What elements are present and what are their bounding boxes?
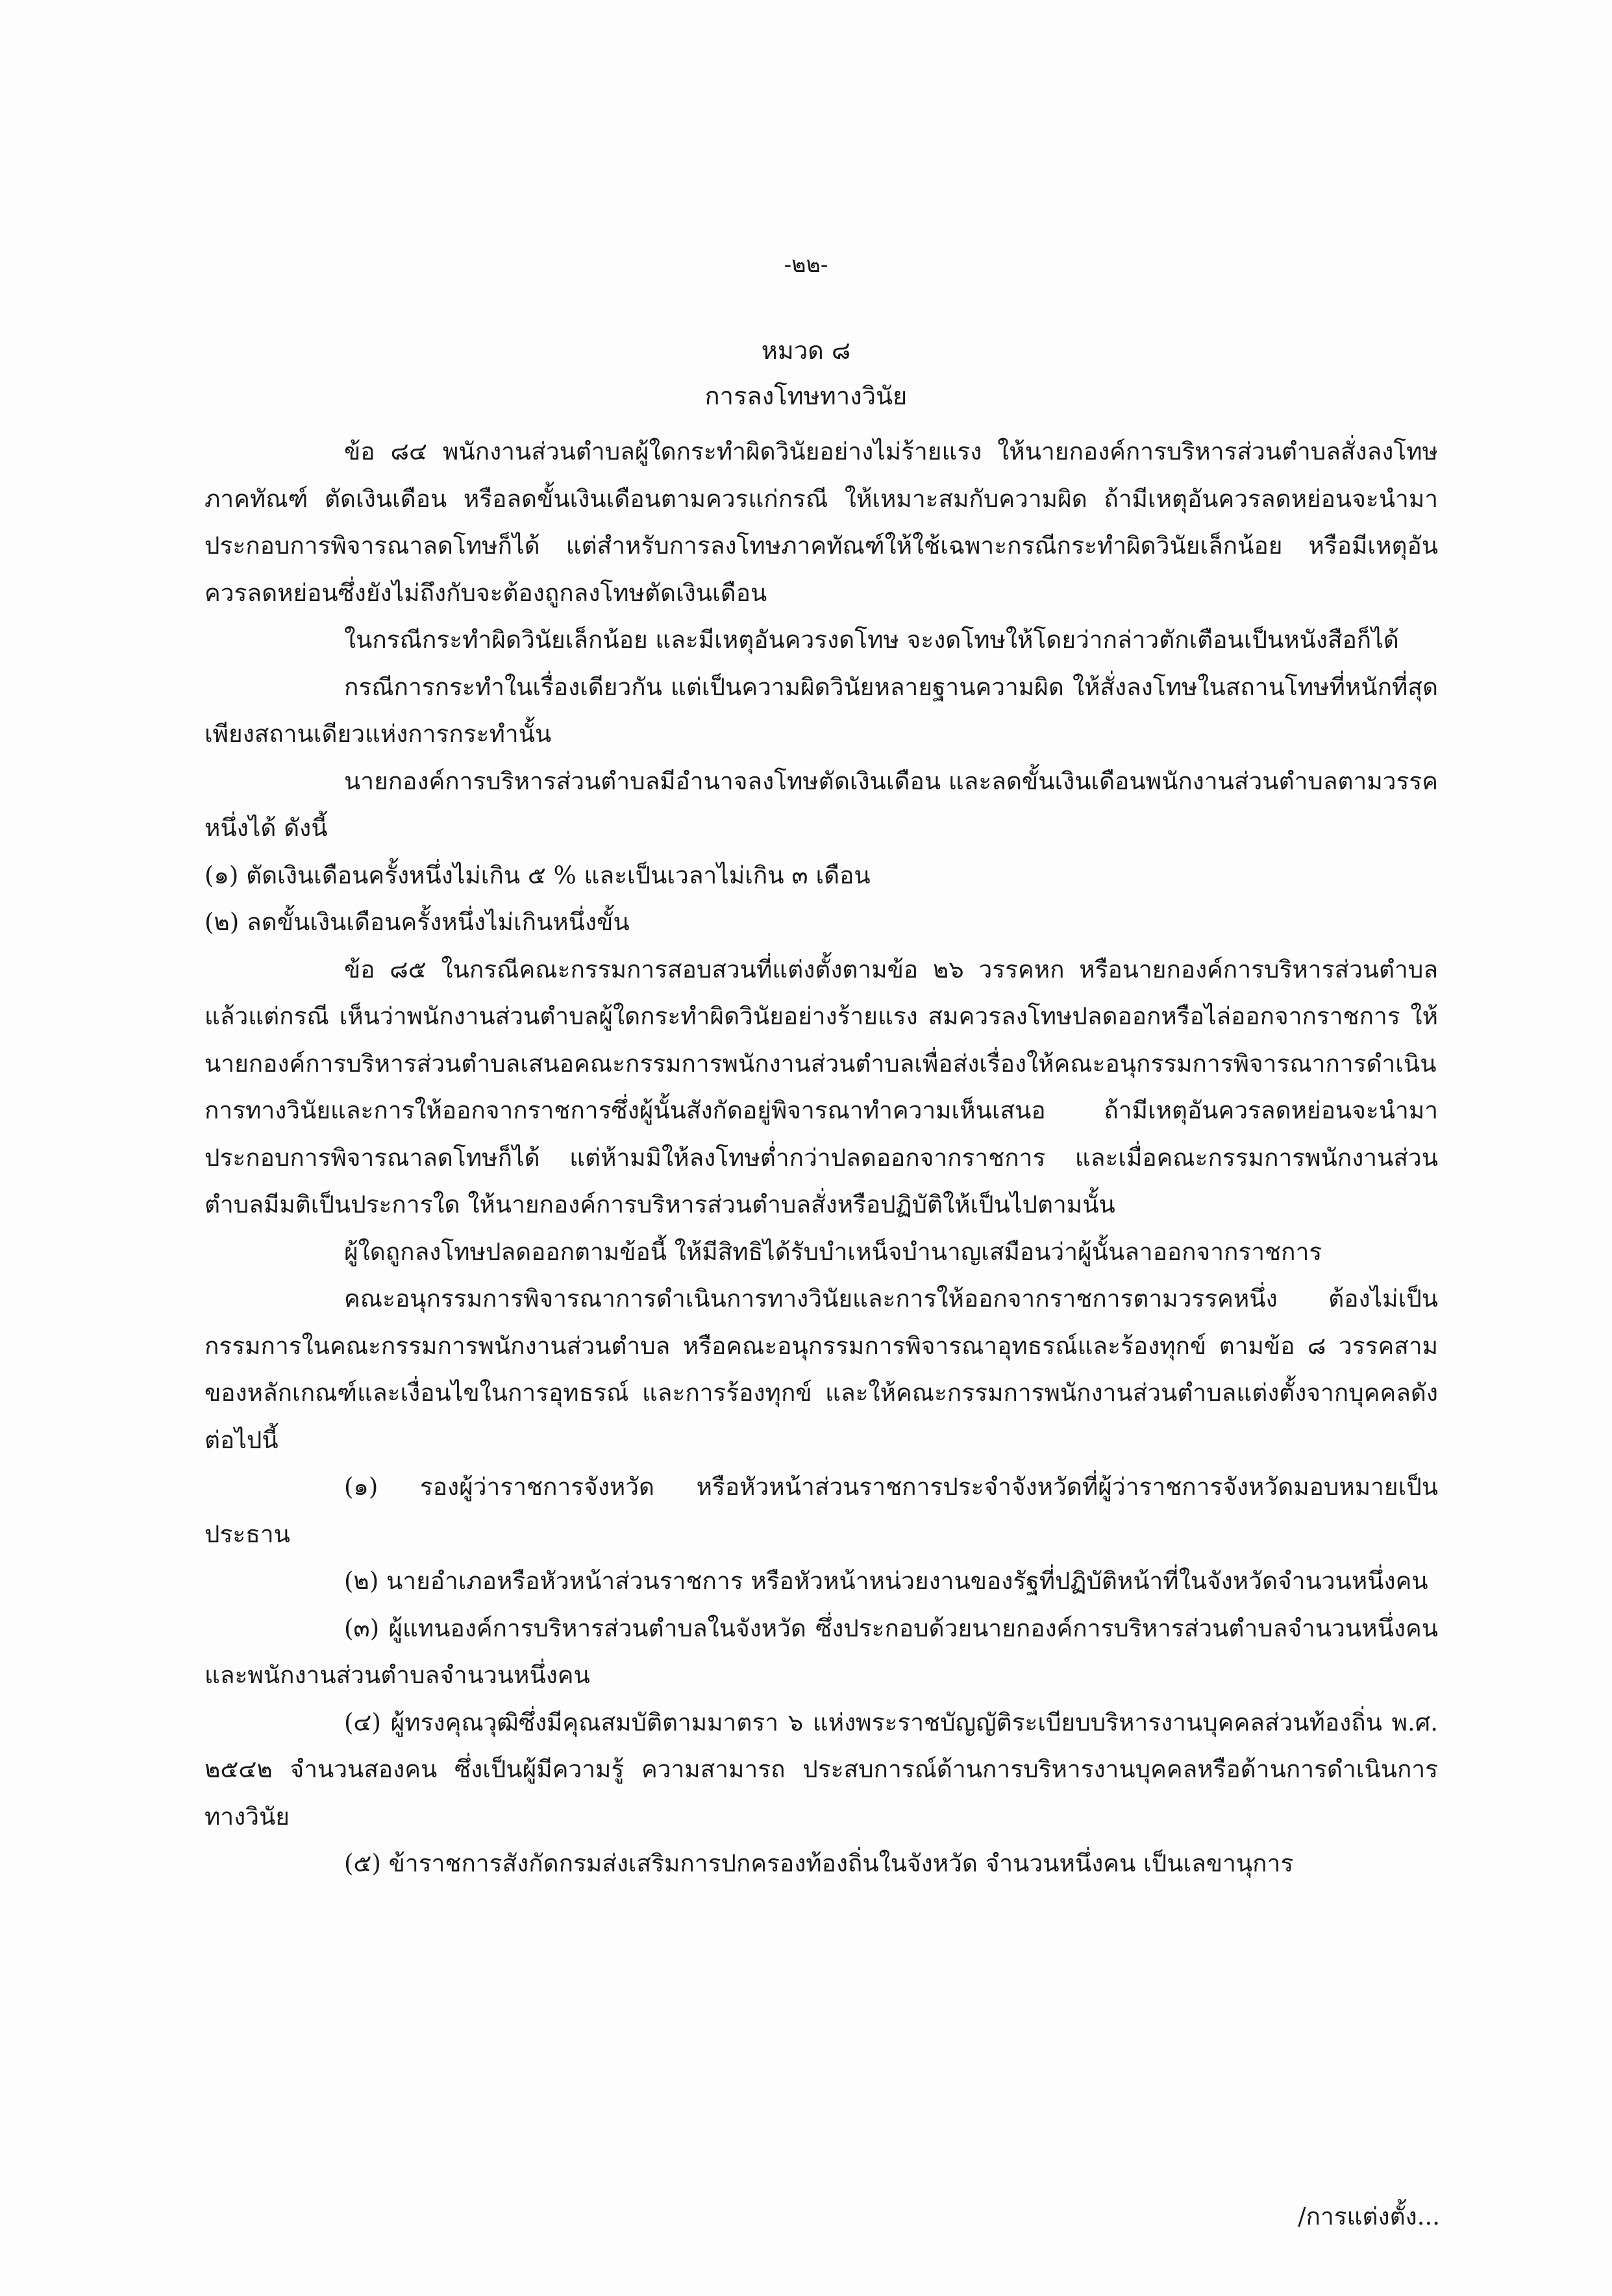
list-item: (๒) ลดขั้นเงินเดือนครั้งหนึ่งไม่เกินหนึ่งขั้น: [205, 908, 630, 936]
paragraph: นายกองค์การบริหารส่วนตำบลมีอำนาจลงโทษตัดเงินเดือน และลดขั้นเงินเดือนพนักงานส่วนตำบลตามวรรคหนึ่งได้ ดังนี้: [205, 767, 1438, 842]
list-item: (๕) ข้าราชการสังกัดกรมส่งเสริมการปกครองท้องถิ่นในจังหวัด จำนวนหนึ่งคน เป็นเลขานุการ: [344, 1849, 1294, 1877]
chapter-number: หมวด ๘: [761, 336, 851, 365]
continuation-marker: /การแต่งตั้ง...: [1298, 2203, 1440, 2230]
list-item: (๑) ตัดเงินเดือนครั้งหนึ่งไม่เกิน ๕ % และเป็นเวลาไม่เกิน ๓ เดือน: [205, 861, 871, 889]
paragraph: ผู้ใดถูกลงโทษปลดออกตามข้อนี้ ให้มีสิทธิได้รับบำเหน็จบำนาญเสมือนว่าผู้นั้นลาออกจากราชการ: [344, 1237, 1322, 1266]
paragraph: ข้อ ๘๔ พนักงานส่วนตำบลผู้ใดกระทำผิดวินัยอย่างไม่ร้ายแรง ให้นายกองค์การบริหารส่วนตำบลสั่งลงโทษภาคทัณฑ์ ตัดเงินเดือน หรือลดขั้นเงินเดือนตามควรแก่กรณี ให้เหมาะสมกับความผิด ถ้ามีเหตุอันควรลดหย่อนจะนำมาประกอบการพิจารณาลดโทษก็ได้ แต่สำหรับการลงโทษภาคทัณฑ์ให้ใช้เฉพาะกรณีกระทำผิดวินัยเล็กน้อย หรือมีเหตุอันควรลดหย่อนซึ่งยังไม่ถึงกับจะต้องถูกลงโทษตัดเงินเดือน: [205, 438, 1438, 607]
chapter-title: การลงโทษทางวินัย: [704, 382, 908, 410]
paragraph: ข้อ ๘๕ ในกรณีคณะกรรมการสอบสวนที่แต่งตั้งตามข้อ ๒๖ วรรคหก หรือนายกองค์การบริหารส่วนตำบลแล้วแต่กรณี เห็นว่าพนักงานส่วนตำบลผู้ใดกระทำผิดวินัยอย่างร้ายแรง สมควรลงโทษปลดออกหรือไล่ออกจากราชการ ให้นายกองค์การบริหารส่วนตำบลเสนอคณะกรรมการพนักงานส่วนตำบลเพื่อส่งเรื่องให้คณะอนุกรรมการพิจารณาการดำเนินการทางวินัยและการให้ออกจากราชการซึ่งผู้นั้นสังกัดอยู่พิจารณาทำความเห็นเสนอ ถ้ามีเหตุอันควรลดหย่อนจะนำมาประกอบการพิจารณาลดโทษก็ได้ แต่ห้ามมิให้ลงโทษต่ำกว่าปลดออกจากราชการ และเมื่อคณะกรรมการพนักงานส่วนตำบลมีมติเป็นประการใด ให้นายกองค์การบริหารส่วนตำบลสั่งหรือปฏิบัติให้เป็นไปตามนั้น: [205, 955, 1438, 1218]
chapter-heading: [0, 328, 1612, 419]
paragraph: คณะอนุกรรมการพิจารณาการดำเนินการทางวินัยและการให้ออกจากราชการตามวรรคหนึ่ง ต้องไม่เป็นกรรมการในคณะกรรมการพนักงานส่วนตำบล หรือคณะอนุกรรมการพิจารณาอุทธรณ์และร้องทุกข์ ตามข้อ ๘ วรรคสาม ของหลักเกณฑ์และเงื่อนไขในการอุทธรณ์ และการร้องทุกข์ และให้คณะกรรมการพนักงานส่วนตำบลแต่งตั้งจากบุคคลดังต่อไปนี้: [205, 1285, 1438, 1454]
list-item: (๓) ผู้แทนองค์การบริหารส่วนตำบลในจังหวัด ซึ่งประกอบด้วยนายกองค์การบริหารส่วนตำบลจำนวนหนึ่งคน และพนักงานส่วนตำบลจำนวนหนึ่งคน: [205, 1614, 1438, 1689]
paragraph: ในกรณีกระทำผิดวินัยเล็กน้อย และมีเหตุอันควรงดโทษ จะงดโทษให้โดยว่ากล่าวตักเตือนเป็นหนังสือก็ได้: [344, 626, 1399, 654]
paragraph: กรณีการกระทำในเรื่องเดียวกัน แต่เป็นความผิดวินัยหลายฐานความผิด ให้สั่งลงโทษในสถานโทษที่หนักที่สุดเพียงสถานเดียวแห่งการกระทำนั้น: [205, 673, 1438, 748]
list-item: (๒) นายอำเภอหรือหัวหน้าส่วนราชการ หรือหัวหน้าหน่วยงานของรัฐที่ปฏิบัติหน้าที่ในจังหวัดจำนวนหนึ่งคน: [344, 1567, 1428, 1595]
document-body: [205, 428, 1438, 1888]
page-number: -๒๒-: [784, 252, 828, 278]
list-item: (๑) รองผู้ว่าราชการจังหวัด หรือหัวหน้าส่วนราชการประจำจังหวัดที่ผู้ว่าราชการจังหวัดมอบหมายเป็นประธาน: [205, 1473, 1438, 1548]
list-item: (๔) ผู้ทรงคุณวุฒิซึ่งมีคุณสมบัติตามมาตรา ๖ แห่งพระราชบัญญัติระเบียบบริหารงานบุคคลส่วนท้องถิ่น พ.ศ. ๒๕๔๒ จำนวนสองคน ซึ่งเป็นผู้มีความรู้ ความสามารถ ประสบการณ์ด้านการบริหารงานบุคคลหรือด้านการดำเนินการทางวินัย: [205, 1708, 1438, 1831]
